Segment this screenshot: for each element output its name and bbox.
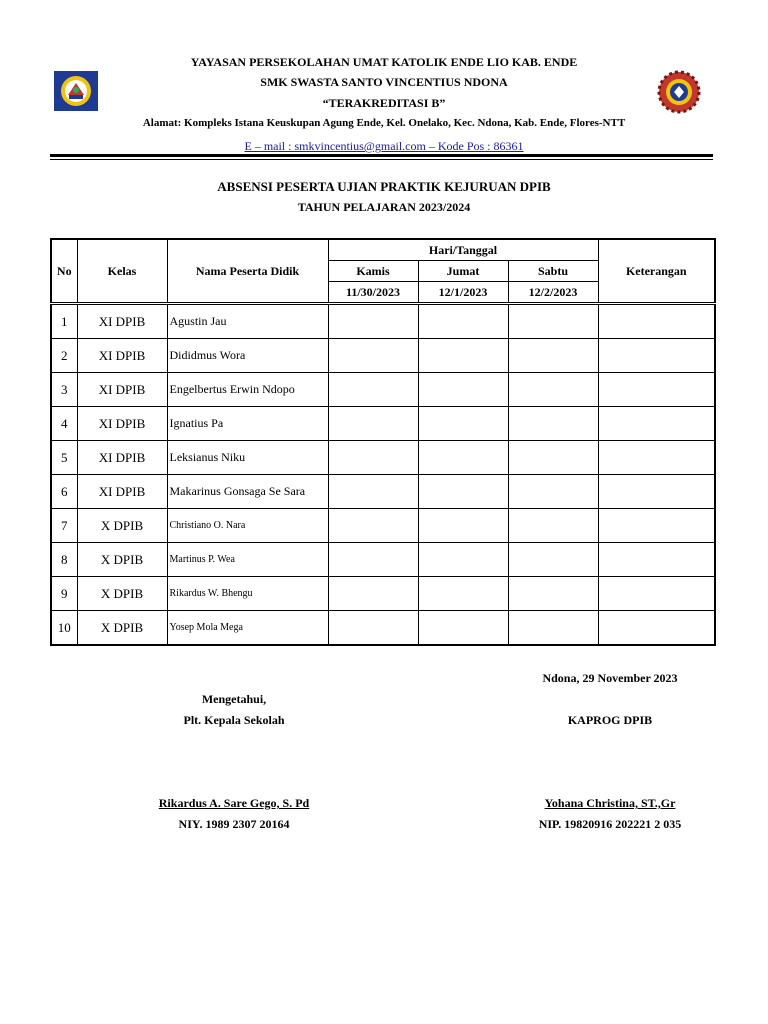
row-nama: Yosep Mola Mega — [167, 611, 328, 646]
attendance-cell[interactable] — [418, 509, 508, 543]
attendance-cell[interactable] — [508, 441, 598, 475]
row-no: 4 — [51, 407, 77, 441]
row-nama: Agustin Jau — [167, 304, 328, 339]
principal-title: Plt. Kepala Sekolah — [183, 713, 285, 727]
row-kelas: X DPIB — [77, 509, 167, 543]
keterangan-cell[interactable] — [598, 441, 715, 475]
row-kelas: XI DPIB — [77, 304, 167, 339]
keterangan-cell[interactable] — [598, 339, 715, 373]
attendance-cell[interactable] — [418, 611, 508, 646]
attendance-cell[interactable] — [418, 373, 508, 407]
kaprog-id: NIP. 19820916 202221 2 035 — [538, 817, 682, 831]
attendance-cell[interactable] — [328, 543, 418, 577]
header-hari-tanggal: Hari/Tanggal — [328, 239, 598, 261]
table-row — [51, 577, 715, 611]
row-nama: Dididmus Wora — [167, 339, 328, 373]
attendance-cell[interactable] — [418, 475, 508, 509]
table-row — [51, 543, 715, 577]
attendance-cell[interactable] — [508, 543, 598, 577]
header-no: No — [51, 239, 77, 304]
row-nama: Makarinus Gonsaga Se Sara — [167, 475, 328, 509]
row-nama: Engelbertus Erwin Ndopo — [167, 373, 328, 407]
acknowledged-label: Mengetahui, — [201, 692, 267, 706]
attendance-cell[interactable] — [328, 304, 418, 339]
attendance-cell[interactable] — [508, 611, 598, 646]
attendance-table — [50, 238, 716, 646]
row-nama: Martinus P. Wea — [167, 543, 328, 577]
table-row — [51, 304, 715, 339]
row-nama: Leksianus Niku — [167, 441, 328, 475]
school-address: Alamat: Kompleks Istana Keuskupan Agung Ende, Kel. Onelako, Kec. Ndona, Kab. Ende, Flores-NTT — [142, 117, 626, 129]
row-kelas: X DPIB — [77, 577, 167, 611]
keterangan-cell[interactable] — [598, 475, 715, 509]
attendance-cell[interactable] — [418, 577, 508, 611]
academic-year: TAHUN PELAJARAN 2023/2024 — [297, 200, 471, 214]
attendance-cell[interactable] — [328, 509, 418, 543]
attendance-cell[interactable] — [418, 339, 508, 373]
attendance-cell[interactable] — [418, 407, 508, 441]
row-kelas: X DPIB — [77, 543, 167, 577]
attendance-cell[interactable] — [418, 543, 508, 577]
row-nama: Christiano O. Nara — [167, 509, 328, 543]
attendance-cell[interactable] — [328, 475, 418, 509]
row-no: 5 — [51, 441, 77, 475]
school-name: SMK SWASTA SANTO VINCENTIUS NDONA — [260, 75, 508, 89]
document-title: ABSENSI PESERTA UJIAN PRAKTIK KEJURUAN DPIB — [217, 179, 551, 194]
keterangan-cell[interactable] — [598, 611, 715, 646]
attendance-cell[interactable] — [508, 509, 598, 543]
attendance-cell[interactable] — [328, 373, 418, 407]
keterangan-cell[interactable] — [598, 373, 715, 407]
attendance-cell[interactable] — [508, 339, 598, 373]
row-no: 6 — [51, 475, 77, 509]
email-link[interactable]: E – mail : smkvincentius@gmail.com – Kode Pos : 86361 — [244, 139, 524, 153]
table-row — [51, 339, 715, 373]
table-row — [51, 441, 715, 475]
row-no: 3 — [51, 373, 77, 407]
row-kelas: XI DPIB — [77, 441, 167, 475]
row-kelas: XI DPIB — [77, 339, 167, 373]
accreditation: “TERAKREDITASI B” — [322, 96, 446, 110]
attendance-cell[interactable] — [508, 475, 598, 509]
day-header: Sabtu — [508, 261, 598, 282]
date-header: 12/2/2023 — [508, 282, 598, 304]
attendance-cell[interactable] — [418, 304, 508, 339]
attendance-cell[interactable] — [328, 577, 418, 611]
day-header: Jumat — [418, 261, 508, 282]
row-no: 1 — [51, 304, 77, 339]
kaprog-title: KAPROG DPIB — [567, 713, 653, 727]
row-no: 10 — [51, 611, 77, 646]
header-nama: Nama Peserta Didik — [167, 239, 328, 304]
table-row — [51, 475, 715, 509]
keterangan-cell[interactable] — [598, 407, 715, 441]
header-keterangan: Keterangan — [598, 239, 715, 304]
date-header: 11/30/2023 — [328, 282, 418, 304]
row-kelas: XI DPIB — [77, 373, 167, 407]
day-header: Kamis — [328, 261, 418, 282]
attendance-cell[interactable] — [328, 441, 418, 475]
keterangan-cell[interactable] — [598, 577, 715, 611]
letterhead-rule — [50, 154, 713, 157]
foundation-name: YAYASAN PERSEKOLAHAN UMAT KATOLIK ENDE LIO KAB. ENDE — [190, 55, 578, 69]
date-header: 12/1/2023 — [418, 282, 508, 304]
row-no: 9 — [51, 577, 77, 611]
keterangan-cell[interactable] — [598, 543, 715, 577]
attendance-cell[interactable] — [328, 339, 418, 373]
row-nama: Ignatius Pa — [167, 407, 328, 441]
row-no: 8 — [51, 543, 77, 577]
row-no: 7 — [51, 509, 77, 543]
principal-id: NIY. 1989 2307 20164 — [178, 817, 290, 831]
row-nama: Rikardus W. Bhengu — [167, 577, 328, 611]
keterangan-cell[interactable] — [598, 304, 715, 339]
attendance-cell[interactable] — [328, 611, 418, 646]
table-row — [51, 611, 715, 646]
principal-name: Rikardus A. Sare Gego, S. Pd — [158, 796, 310, 810]
school-logo — [656, 70, 702, 114]
row-no: 2 — [51, 339, 77, 373]
table-row — [51, 373, 715, 407]
letterhead-rule-thin — [50, 159, 713, 160]
keterangan-cell[interactable] — [598, 509, 715, 543]
attendance-cell[interactable] — [508, 577, 598, 611]
attendance-cell[interactable] — [418, 441, 508, 475]
foundation-logo — [54, 71, 98, 111]
row-kelas: XI DPIB — [77, 407, 167, 441]
table-row — [51, 509, 715, 543]
kaprog-name: Yohana Christina, ST.,Gr — [544, 796, 676, 810]
header-kelas: Kelas — [77, 239, 167, 304]
attendance-cell[interactable] — [328, 407, 418, 441]
table-row — [51, 407, 715, 441]
attendance-cell[interactable] — [508, 407, 598, 441]
row-kelas: XI DPIB — [77, 475, 167, 509]
attendance-cell[interactable] — [508, 373, 598, 407]
attendance-cell[interactable] — [508, 304, 598, 339]
row-kelas: X DPIB — [77, 611, 167, 646]
place-date: Ndona, 29 November 2023 — [542, 671, 678, 685]
